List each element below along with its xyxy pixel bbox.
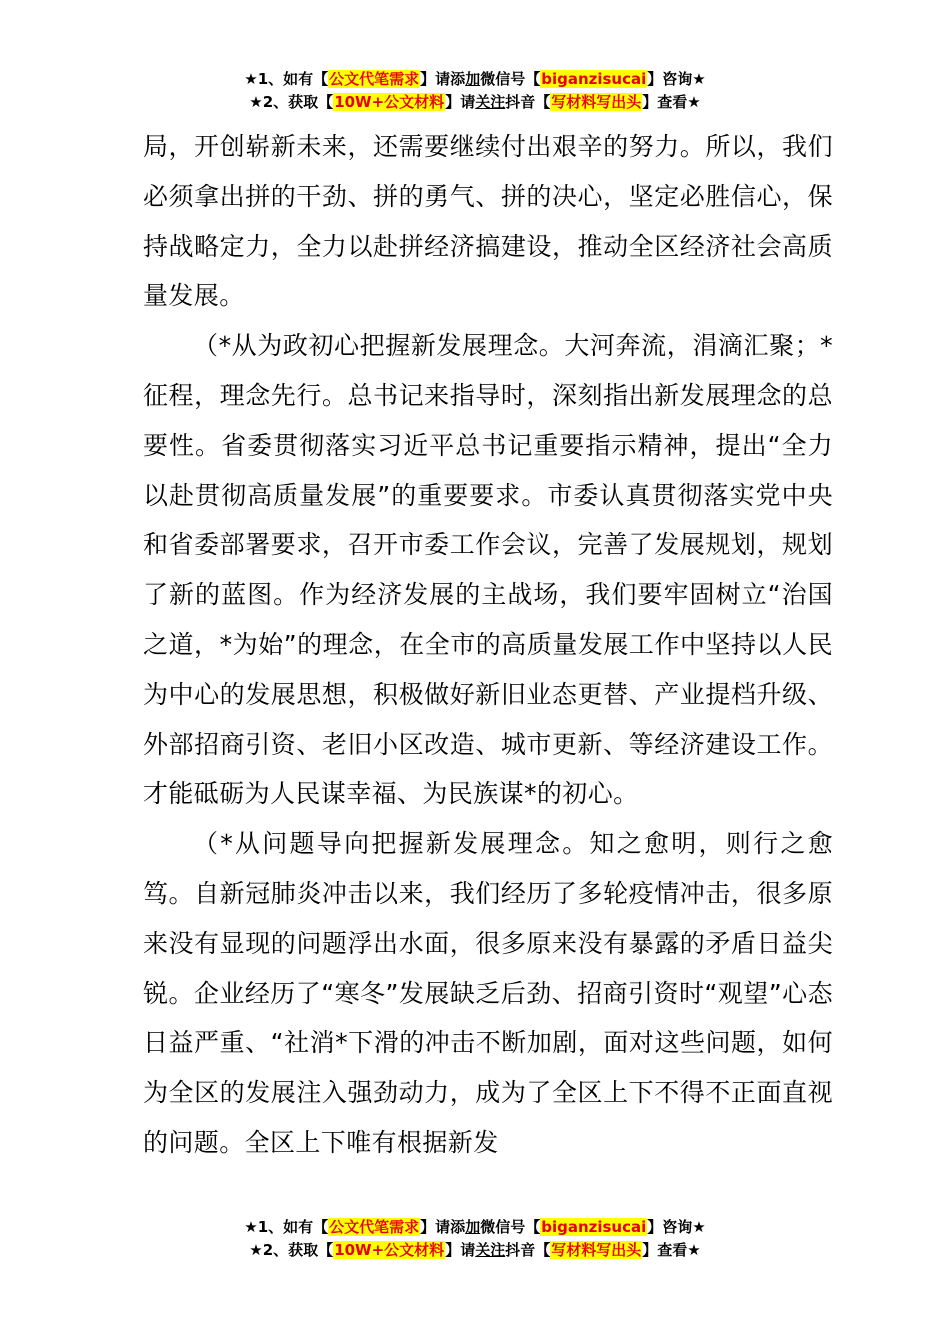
banner-text: 】咨询★ [647,70,706,88]
highlight-douyin-account: 写材料写出头 [551,1241,642,1259]
banner-text: 关注 [475,1241,506,1259]
paragraph-problem-orientation: （*从问题导向把握新发展理念。知之愈明，则行之愈笃。自新冠肺炎冲击以来，我们经历了多轮疫情冲击，很多原来没有显现的问题浮出水面，很多原来没有暴露的矛盾日益尖锐。企业经历了“寒冬”发展缺乏后劲、招商引资时“观望”心态日益严重、“社消*下滑的冲击不断加剧，面对这些问题，如何为全区的发展注入强劲动力，成为了全区上下不得不正面直视的问题。全区上下唯有根据新发 [143,829,833,1157]
banner-text: 】请 [445,1241,476,1259]
highlight-douyin-account: 写材料写出头 [551,93,642,111]
banner-line-1 [0,1216,950,1239]
banner-text: 】请 [445,93,476,111]
paragraph-policy-origin: （*从为政初心把握新发展理念。大河奔流，涓滴汇聚；*征程，理念先行。总书记来指导时，深刻指出新发展理念的总要性。省委贯彻落实习近平总书记重要指示精神，提出“全力以赴贯彻高质量发展”的重要要求。市委认真贯彻落实党中央和省委部署要求，召开市委工作会议，完善了发展规划，规划了新的蓝图。作为经济发展的主战场，我们要牢固树立“治国之道，*为始”的理念，在全市的高质量发展工作中坚持以人民为中心的发展思想，积极做好新旧业态更替、产业提档升级、外部招商引资、老旧小区改造、城市更新、等经济建设工作。才能砥砺为人民谋幸福、为民族谋*的初心。 [143,331,833,809]
banner-text: 】咨询★ [647,1218,706,1236]
banner-text: 关注 [475,93,506,111]
paragraph-continuation: 局，开创崭新未来，还需要继续付出艰辛的努力。所以，我们必须拿出拼的干劲、拼的勇气、拼的决心，坚定必胜信心，保持战略定力，全力以赴拼经济搞建设，推动全区经济社会高质量发展。 [143,132,833,311]
banner-text: 】查看★ [642,1241,701,1259]
highlight-wechat-id: biganzisucai [541,70,647,88]
banner-text: ★1、如有【 [244,1218,329,1236]
banner-text: 微信号【 [480,1218,541,1236]
banner-line-1 [0,68,950,91]
banner-text: 】查看★ [642,93,701,111]
banner-text: 微信号【 [480,70,541,88]
document-body [143,122,833,1168]
banner-text: 】请添 [420,70,466,88]
banner-text: ★2、获取【 [249,93,334,111]
highlight-wechat-id: biganzisucai [541,1218,647,1236]
highlight-ghostwriting: 公文代笔需求 [329,70,420,88]
banner-text: 】请添 [420,1218,466,1236]
header-banner [0,68,950,114]
banner-text: ★1、如有【 [244,70,329,88]
banner-text: ★2、获取【 [249,1241,334,1259]
banner-line-2 [0,91,950,114]
banner-text: 抖音【 [505,1241,551,1259]
banner-text: 抖音【 [505,93,551,111]
highlight-materials: 10W+公文材料 [334,1241,445,1259]
banner-line-2 [0,1239,950,1262]
banner-text: 加 [465,70,481,88]
highlight-ghostwriting: 公文代笔需求 [329,1218,420,1236]
banner-text: 加 [465,1218,481,1236]
footer-banner [0,1216,950,1262]
highlight-materials: 10W+公文材料 [334,93,445,111]
